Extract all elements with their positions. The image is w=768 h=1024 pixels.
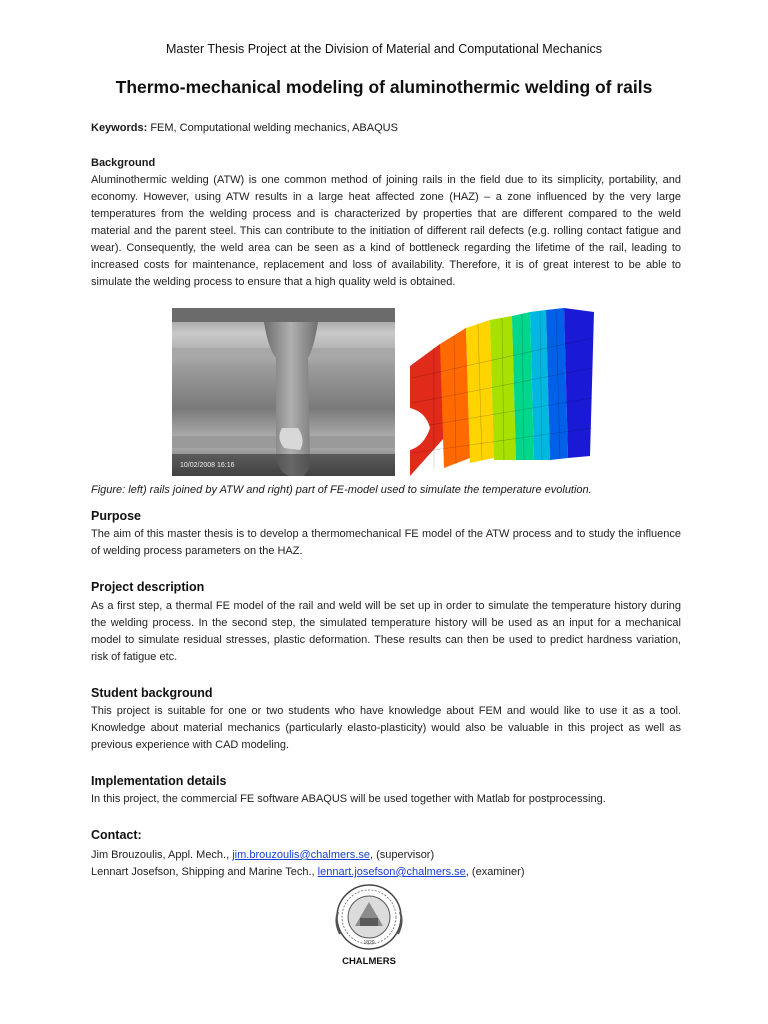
purpose-heading: Purpose xyxy=(91,509,142,523)
rail-weld-photo xyxy=(172,308,395,476)
keywords-line xyxy=(91,122,681,134)
contact-supervisor: Jim Brouzoulis, Appl. Mech., jim.brouzoulis@chalmers.se, (supervisor) xyxy=(91,849,435,861)
supervisor-email-link[interactable]: jim.brouzoulis@chalmers.se xyxy=(232,849,370,861)
student-background-text: This project is suitable for one or two students who have knowledge about FEM and would like to use it as a tool. Knowledge about material mechanics (particularly elasto-plasticity) would also be valuable in this project as well as previous experience with CAD modeling. xyxy=(91,705,681,751)
purpose-text: The aim of this master thesis is to develop a thermomechanical FE model of the ATW process and to study the influence of welding process parameters on the HAZ. xyxy=(91,528,681,557)
program-line: Master Thesis Project at the Division of Material and Computational Mechanics xyxy=(165,42,603,56)
page-title: Thermo-mechanical modeling of aluminothermic welding of rails xyxy=(115,77,653,97)
implementation-text: In this project, the commercial FE software ABAQUS will be used together with Matlab for postprocessing. xyxy=(91,793,606,805)
logo-wordmark: CHALMERS xyxy=(342,956,396,967)
project-description-heading: Project description xyxy=(91,580,205,594)
examiner-email-link[interactable]: lennart.josefson@chalmers.se xyxy=(317,866,466,878)
background-text: Aluminothermic welding (ATW) is one common method of joining rails in the field due to its simplicity, portability, and economy. However, using ATW results in a large heat affected zone (HAZ) – a zone influenced by the very large temperatures from the welding process and is characterized by properties that are different compared to the weld material and the parent steel. This can contribute to the initiation of different rail defects (e.g. rolling contact fatigue and wear). Consequently, the weld area can be seen as a kind of bottleneck regarding the lifetime of the rail, leading to increased costs for maintenance, replacement and loss of availability. Therefore, it is of great interest to be able to simulate the welding process to ensure that a high quality weld is obtained. xyxy=(91,174,681,288)
background-heading: Background xyxy=(91,157,156,169)
project-description-text: As a first step, a thermal FE model of the rail and weld will be set up in order to simulate the temperature history during the welding process. In the second step, the simulated temperature history will be used as an input for a mechanical model to simulate residual stresses, plastic deformation. These results can then be used to predict hardness variation, risk of fatigue etc. xyxy=(91,600,681,663)
keywords-label: Keywords: xyxy=(91,122,148,134)
logo-year: 1829 xyxy=(363,940,375,946)
photo-timestamp: 10/02/2008 16:16 xyxy=(180,462,235,469)
student-background-heading: Student background xyxy=(91,686,213,700)
keywords-value: FEM, Computational welding mechanics, ABAQUS xyxy=(150,122,398,134)
implementation-heading: Implementation details xyxy=(91,774,227,788)
figure xyxy=(172,308,592,478)
chalmers-logo xyxy=(330,882,408,968)
contact-examiner: Lennart Josefson, Shipping and Marine Tech., lennart.josefson@chalmers.se, (examiner) xyxy=(91,866,525,878)
figure-caption: Figure: left) rails joined by ATW and right) part of FE-model used to simulate the temperature evolution. xyxy=(91,484,592,496)
contact-heading: Contact: xyxy=(91,828,142,842)
fe-model-image xyxy=(404,308,594,478)
